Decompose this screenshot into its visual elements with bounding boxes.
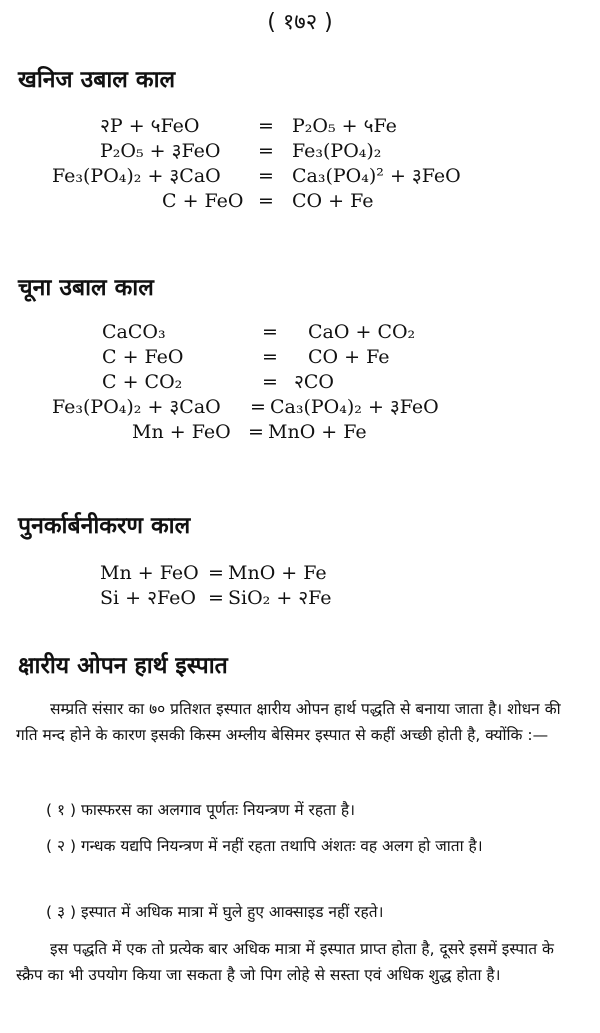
equation-sign: = [248,421,264,443]
list-number: ( २ ) [46,837,77,855]
closing-paragraph: इस पद्धति में एक तो प्रत्येक बार अधिक मात्रा में इस्पात प्राप्त होता है, दूसरे इसमें इस्पात के स्क्रैप का भी उपयोग किया जा सकता है जो पिग लोहे से सस्ता एवं अधिक शुद्ध होता है। [16,940,554,984]
equation-row [50,420,570,445]
equation-row [50,164,570,189]
equation-row [50,139,570,164]
equation-sign: = [258,165,274,187]
section-title-mineral-boil: खनिज उबाल काल [18,67,176,93]
list-text: इस्पात में अधिक मात्रा में घुले हुए आक्साइड नहीं रहते। [80,903,384,921]
equation-sign: = [262,321,278,343]
equation-rhs: Ca₃(PO₄)₂ + ३FeO [270,396,439,418]
section-title-lime-boil: चूना उबाल काल [18,275,154,301]
equation-rhs: Fe₃(PO₄)₂ [292,140,382,162]
equations-lime-boil [50,320,570,445]
equation-row [50,345,570,370]
equation-lhs: Mn + FeO [132,421,231,443]
equation-row [50,370,570,395]
equation-rhs: Ca₃(PO₄)² + ३FeO [292,165,461,187]
list-item [46,832,586,860]
intro-paragraph: सम्प्रति संसार का ७० प्रतिशत इस्पात क्षारीय ओपन हार्थ पद्धति से बनाया जाता है। शोधन की गति मन्द होने के कारण इसकी किस्म अम्लीय बेसिमर इस्पात से कहीं अच्छी होती है, क्योंकि :— [16,700,561,744]
equation-row [100,586,540,611]
equation-lhs: २P + ५FeO [100,115,200,137]
equation-rhs: CO + Fe [308,346,390,368]
equation-lhs: C + CO₂ [102,371,183,393]
equation-rhs: CO + Fe [292,190,374,212]
equation-sign: = [258,190,274,212]
page-number: ( १७२ ) [267,10,333,35]
equation-sign: = [262,346,278,368]
list-text: गन्धक यद्यपि नियन्त्रण में नहीं रहता तथापि अंशतः वह अलग हो जाता है। [80,837,483,855]
equation-row [50,114,570,139]
equation-sign: = [258,140,274,162]
equation-rhs: SiO₂ + २Fe [228,587,332,609]
section-title-basic-open-hearth: क्षारीय ओपन हार्थ इस्पात [18,653,228,679]
equation-sign: = [258,115,274,137]
equation-sign: = [250,396,266,418]
equation-rhs: २CO [294,371,334,393]
equation-rhs: CaO + CO₂ [308,321,416,343]
equation-lhs: Fe₃(PO₄)₂ + ३CaO [52,396,221,418]
equation-rhs: P₂O₅ + ५Fe [292,115,397,137]
list-item [46,796,586,824]
equation-lhs: Mn + FeO [100,562,199,584]
list-item [46,898,586,926]
equation-lhs: Fe₃(PO₄)₂ + ३CaO [52,165,221,187]
equation-row [50,395,570,420]
equation-sign: = [208,562,224,584]
equation-lhs: CaCO₃ [102,321,166,343]
section-title-recarburization: पुनर्कार्बनीकरण काल [18,513,191,539]
equation-lhs: Si + २FeO [100,587,196,609]
list-number: ( १ ) [46,801,77,819]
equation-sign: = [262,371,278,393]
equations-recarburization [100,561,540,611]
equation-rhs: MnO + Fe [228,562,327,584]
list-number: ( ३ ) [46,903,77,921]
equations-mineral-boil [50,114,570,214]
equation-lhs: C + FeO [162,190,244,212]
equation-sign: = [208,587,224,609]
equation-lhs: P₂O₅ + ३FeO [100,140,221,162]
equation-rhs: MnO + Fe [268,421,367,443]
list-text: फास्फरस का अलगाव पूर्णतः नियन्त्रण में रहता है। [80,801,356,819]
equation-row [50,189,570,214]
equation-row [50,320,570,345]
equation-lhs: C + FeO [102,346,184,368]
equation-row [100,561,540,586]
